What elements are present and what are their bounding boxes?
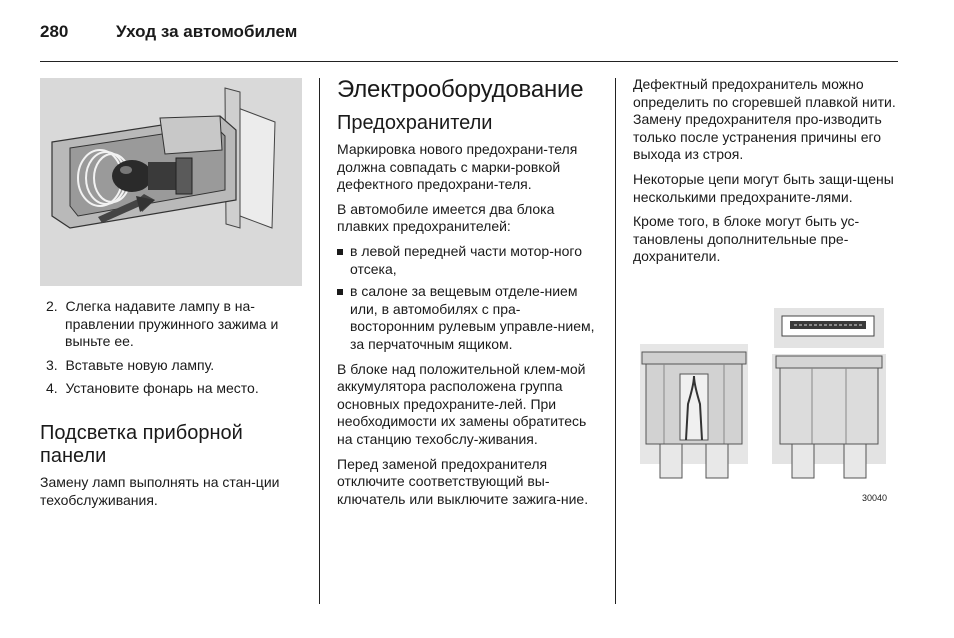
body-text: В автомобиле имеется два блока плавких предохранителей: (337, 200, 555, 235)
body-text: Некоторые цепи могут быть защи-щены несколькими предохраните-лями. (633, 170, 894, 205)
step-number: 2. (46, 298, 58, 314)
step-text: Установите фонарь на место. (65, 380, 259, 397)
header-rule (40, 61, 898, 62)
fuse-illustration-svg (634, 304, 896, 514)
bullet-marker (337, 249, 343, 255)
bullet-text: в левой передней части мотор-ного отсека, (350, 242, 582, 277)
body-text: Дефектный предохранитель можно определить по сгоревшей плавкой нити. Замену предохранителя про-изводить только после устранения причины его выхода из строя. (633, 76, 896, 163)
body-text: Замену ламп выполнять на стан-ции техобслуживания. (40, 474, 280, 508)
fuse-info-section (633, 76, 898, 273)
figure-number: 30040 (862, 493, 888, 503)
section-title: Электрооборудование (337, 76, 584, 103)
lamp-removal-illustration (40, 78, 302, 286)
bullet-item (337, 283, 603, 353)
subsection-heading: Предохранители (337, 112, 493, 134)
step-item (46, 298, 302, 351)
step-list (46, 298, 302, 404)
step-item (46, 380, 302, 398)
subsection-heading: Подсветка приборной панели (40, 422, 243, 467)
step-text: Слегка надавите лампу в на-правлении пружинного зажима и выньте ее. (65, 298, 279, 350)
column-divider (319, 78, 320, 604)
step-number: 4. (46, 380, 58, 397)
lamp-illustration-svg (40, 78, 302, 286)
chapter-title: Уход за автомобилем (116, 22, 298, 41)
fuses-section (337, 76, 603, 515)
bullet-marker (337, 289, 343, 295)
body-text: В блоке над положительной клем-мой аккумулятора расположена группа основных предохраните-лей. При необходимости их замены обратитесь на станцию техобслу-живания. (337, 360, 587, 447)
bullet-list (337, 243, 603, 354)
fuse-illustration (634, 304, 896, 514)
body-text: Кроме того, в блоке могут быть ус-тановлены дополнительные пре-дохранители. (633, 213, 860, 265)
page-number: 280 (40, 22, 69, 41)
bullet-item (337, 243, 603, 278)
step-text: Вставьте новую лампу. (65, 356, 215, 373)
column-divider (615, 78, 616, 604)
instrument-lighting-section (40, 422, 302, 516)
body-text: Перед заменой предохранителя отключите соответствующий вы-ключатель или выключите зажига-ние. (337, 455, 589, 507)
step-number: 3. (46, 356, 58, 373)
step-item (46, 357, 302, 375)
body-text: Маркировка нового предохрани-теля должна совпадать с марки-ровкой дефектного предохрани-теля. (337, 141, 578, 193)
bullet-text: в салоне за вещевым отделе-нием или, в автомобилях с пра-восторонним рулевым управле-нием, за перчаточным ящиком. (350, 283, 595, 352)
